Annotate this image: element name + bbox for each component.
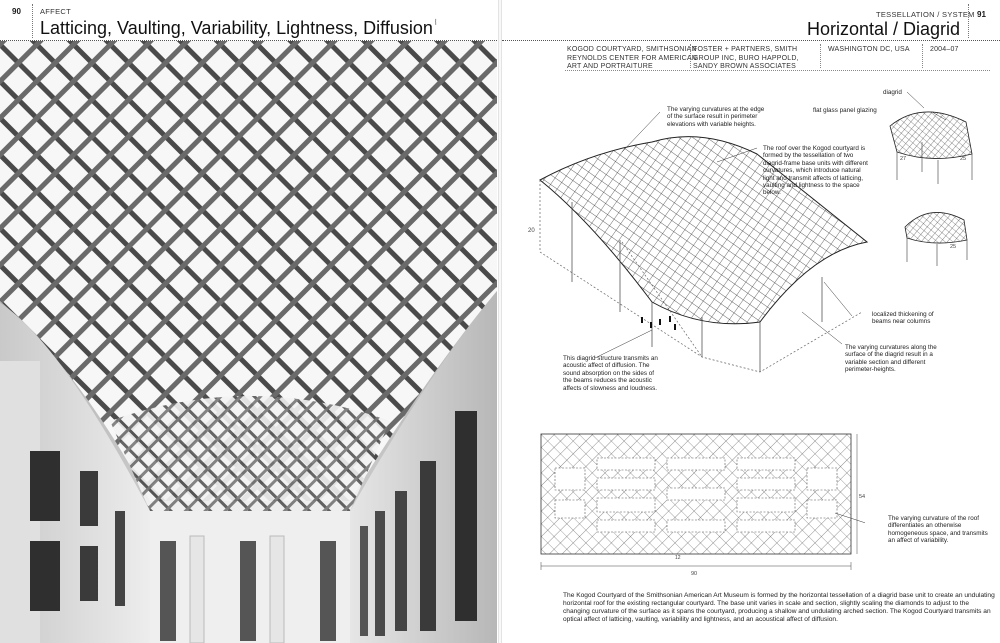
info-rule xyxy=(565,70,990,71)
right-header-rule xyxy=(502,40,1000,41)
left-section-label: AFFECT xyxy=(40,7,71,16)
annotation-acoustic: This diagrid structure transmits an acoustic affect of diffusion. The sound absorption on the sides of the beams reduces the acoustic affects of slowness and loudness. xyxy=(563,355,658,392)
annotation-beam-thickening: localized thickening of beams near columns xyxy=(872,311,934,326)
info-divider xyxy=(690,44,691,68)
annotation-roof-tessellation: The roof over the Kogod courtyard is formed by the tessellation of two diagrid-frame base units with different curvatures, which introduce natural light and transmit affects of latticing, vaulting and lightness to the space below. xyxy=(763,145,868,197)
unit-a-dimension-2: 25 xyxy=(960,156,967,162)
info-divider xyxy=(820,44,821,68)
left-page-number: 90 xyxy=(12,7,21,16)
project-location: WASHINGTON DC, USA xyxy=(828,46,910,53)
header-divider-right xyxy=(968,4,969,38)
roof-plan-drawing xyxy=(535,428,865,578)
annotation-diagrid: diagrid xyxy=(883,89,902,96)
left-page-title-text: Latticing, Vaulting, Variability, Lightness, Diffusion xyxy=(40,18,433,38)
unit-b-dimension: 25 xyxy=(950,244,957,250)
header-divider xyxy=(32,4,33,38)
plan-width-dimension: 90 xyxy=(691,571,698,577)
project-architects: FOSTER + PARTNERS, SMITH GROUP INC, BURO HAPPOLD, SANDY BROWN ASSOCIATES xyxy=(693,46,799,71)
base-unit-a xyxy=(890,112,972,159)
project-name: KOGOD COURTYARD, SMITHSONIAN REYNOLDS CENTER FOR AMERICAN ART AND PORTRAITURE xyxy=(567,46,698,71)
project-years: 2004–07 xyxy=(930,46,959,53)
left-page-title xyxy=(40,18,437,39)
right-page-number: 91 xyxy=(977,10,986,19)
dimension-height: 20 xyxy=(528,228,535,234)
right-section-label: TESSELLATION / SYSTEM xyxy=(876,10,975,19)
page-caption: The Kogod Courtyard of the Smithsonian American Art Museum is formed by the horizontal tessellation of a diagrid base unit to create an undulating horizontal roof for the existing rectangular courtyard. The base unit varies in scale and section, slightly scaling the diamonds to adjust to the changing curvature of the surface as it spans the courtyard, producing a shallow and undulating arched section. The Kogod Courtyard transmits an optical affect of latticing, vaulting, variability and lightness, and an acoustical affect of diffusion. xyxy=(563,592,995,623)
courtyard-photo xyxy=(0,41,497,643)
annotation-plan-curvature: The varying curvature of the roof differentiates an otherwise homogeneous space, and transmits an affect of variability. xyxy=(888,515,988,545)
annotation-surface-curvature: The varying curvatures along the surface of the diagrid result in a variable section and different perimeter-heights. xyxy=(845,344,937,374)
right-page-title: Horizontal / Diagrid xyxy=(807,19,961,39)
annotation-glazing: flat glass panel glazing xyxy=(813,107,877,114)
base-unit-b xyxy=(905,212,967,243)
rss-icon: ⦚ xyxy=(434,18,437,27)
unit-a-dimension-1: 27 xyxy=(900,156,907,162)
scale-figures xyxy=(641,316,676,330)
plan-small-dimension: 12 xyxy=(675,555,681,561)
info-divider xyxy=(922,44,923,68)
courtyard-photo-image xyxy=(0,41,497,643)
plan-depth-dimension: 54 xyxy=(859,494,865,500)
annotation-edge-curvature: The varying curvatures at the edge of the surface result in perimeter elevations with variable heights. xyxy=(667,106,765,128)
